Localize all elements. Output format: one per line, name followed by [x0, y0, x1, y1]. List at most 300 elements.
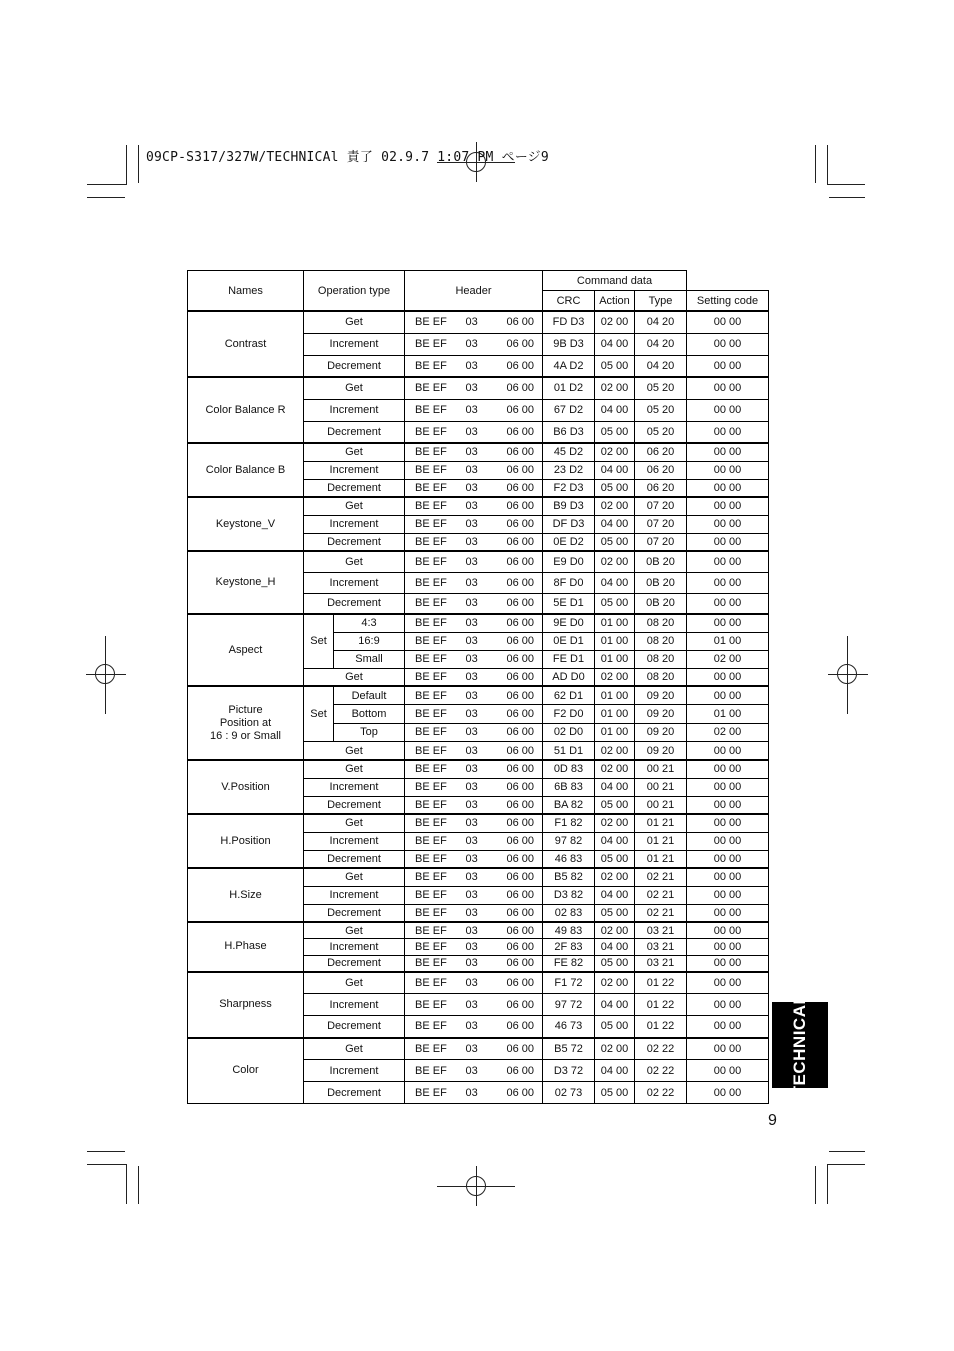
action-cell: 05 00	[595, 955, 635, 972]
crc-cell: 02 83	[543, 904, 595, 922]
header-bytes-cell	[405, 778, 543, 796]
code-cell: 00 00	[687, 355, 769, 377]
crc-cell: FE 82	[543, 955, 595, 972]
header-bytes-cell	[405, 760, 543, 778]
action-cell: 02 00	[595, 972, 635, 994]
group-name: Keystone_H	[188, 551, 304, 614]
header-byte: 03	[465, 446, 478, 459]
header-byte: 03	[465, 425, 478, 438]
operation-cell: Increment	[304, 886, 405, 904]
header-byte: 03	[465, 1042, 478, 1055]
type-cell: 06 20	[635, 461, 687, 479]
table-row	[188, 814, 769, 832]
operation-cell: Get	[304, 668, 405, 686]
header-byte: BE EF	[415, 518, 447, 530]
crc-cell: F1 72	[543, 972, 595, 994]
header-byte: 06 00	[506, 889, 534, 901]
type-cell: 04 20	[635, 355, 687, 377]
operation-cell: Decrement	[304, 955, 405, 972]
type-cell: 01 21	[635, 814, 687, 832]
crop-mark	[815, 145, 816, 183]
table-row	[188, 1038, 769, 1060]
action-cell: 02 00	[595, 551, 635, 572]
header-bytes-cell	[405, 399, 543, 421]
print-slug: 09CP-S317/327W/TECHNICAl 責了 02.9.7 1:07 PM ページ9	[146, 150, 549, 165]
action-cell: 05 00	[595, 1016, 635, 1038]
crop-mark	[138, 1166, 139, 1204]
crop-mark	[138, 145, 139, 183]
code-cell: 00 00	[687, 686, 769, 705]
header-bytes-cell	[405, 742, 543, 761]
group-name: H.Phase	[188, 922, 304, 972]
code-cell: 00 00	[687, 377, 769, 399]
operation-cell: Get	[304, 922, 405, 939]
header-byte: BE EF	[415, 707, 447, 720]
code-cell: 00 00	[687, 399, 769, 421]
header-byte: 06 00	[506, 798, 534, 811]
operation-cell: Get	[304, 972, 405, 994]
crc-cell: BA 82	[543, 796, 595, 814]
header-byte: BE EF	[415, 316, 447, 329]
header-byte: BE EF	[415, 635, 447, 647]
header-byte: 06 00	[506, 653, 534, 665]
code-cell: 00 00	[687, 443, 769, 461]
action-cell: 04 00	[595, 515, 635, 533]
crc-cell: 67 D2	[543, 399, 595, 421]
header-byte: BE EF	[415, 500, 447, 513]
action-cell: 05 00	[595, 593, 635, 614]
crc-header: CRC	[543, 291, 595, 312]
header-byte: 06 00	[506, 689, 534, 702]
crc-cell: F2 D0	[543, 705, 595, 724]
header-bytes-cell	[405, 994, 543, 1016]
crc-cell: 62 D1	[543, 686, 595, 705]
action-cell: 04 00	[595, 994, 635, 1016]
header-byte: BE EF	[415, 1042, 447, 1055]
header-bytes-cell	[405, 650, 543, 668]
header-byte: 06 00	[506, 500, 534, 513]
section-tab-label: TECHNICAL	[790, 993, 809, 1097]
code-cell: 02 00	[687, 650, 769, 668]
header-byte: 06 00	[506, 359, 534, 372]
header-byte: 03	[465, 924, 478, 937]
crc-cell: 9B D3	[543, 333, 595, 355]
type-cell: 09 20	[635, 742, 687, 761]
action-cell: 02 00	[595, 868, 635, 886]
operation-cell: Increment	[304, 399, 405, 421]
header-byte: 06 00	[506, 404, 534, 416]
header-byte: 06 00	[506, 535, 534, 548]
header-byte: 03	[465, 316, 478, 329]
header-bytes-cell	[405, 723, 543, 742]
header-byte: 03	[465, 404, 478, 416]
action-cell: 02 00	[595, 1038, 635, 1060]
crop-mark	[87, 1151, 125, 1152]
group-name: Color	[188, 1038, 304, 1104]
code-cell: 00 00	[687, 832, 769, 850]
action-cell: 01 00	[595, 614, 635, 632]
type-cell: 02 22	[635, 1060, 687, 1082]
header-byte: 06 00	[506, 635, 534, 647]
crop-mark	[829, 197, 865, 198]
group-name: Color Balance B	[188, 443, 304, 497]
header-bytes-cell	[405, 311, 543, 333]
type-header: Type	[635, 291, 687, 312]
header-byte: BE EF	[415, 1064, 447, 1077]
operation-cell: Decrement	[304, 1082, 405, 1104]
type-cell: 08 20	[635, 632, 687, 650]
header-bytes-cell	[405, 551, 543, 572]
group-name: Contrast	[188, 311, 304, 377]
crc-cell: 02 73	[543, 1082, 595, 1104]
action-cell: 04 00	[595, 939, 635, 956]
header-bytes-cell	[405, 377, 543, 399]
type-cell: 05 20	[635, 421, 687, 443]
operation-cell: Get	[304, 377, 405, 399]
header-byte: BE EF	[415, 871, 447, 884]
type-cell: 02 21	[635, 886, 687, 904]
header-byte: 06 00	[506, 518, 534, 530]
code-cell: 00 00	[687, 515, 769, 533]
type-cell: 01 21	[635, 832, 687, 850]
header-byte: 03	[465, 817, 478, 830]
operation-cell: 16:9	[334, 632, 405, 650]
code-cell: 00 00	[687, 886, 769, 904]
header-byte: BE EF	[415, 744, 447, 757]
crc-cell: 97 82	[543, 832, 595, 850]
code-cell: 02 00	[687, 723, 769, 742]
header-byte: 06 00	[506, 781, 534, 793]
set-label: Set	[304, 614, 334, 668]
crc-cell: 4A D2	[543, 355, 595, 377]
type-cell: 07 20	[635, 533, 687, 551]
header-bytes-cell	[405, 922, 543, 939]
header-byte: 03	[465, 707, 478, 720]
header-bytes-cell	[405, 443, 543, 461]
type-cell: 05 20	[635, 399, 687, 421]
action-cell: 01 00	[595, 723, 635, 742]
header-byte: BE EF	[415, 976, 447, 989]
type-cell: 06 20	[635, 443, 687, 461]
operation-cell: Increment	[304, 994, 405, 1016]
type-cell: 00 21	[635, 796, 687, 814]
header-bytes-cell	[405, 593, 543, 614]
header-byte: 06 00	[506, 446, 534, 459]
header-byte: BE EF	[415, 998, 447, 1011]
header-byte: 06 00	[506, 481, 534, 494]
header-byte: BE EF	[415, 835, 447, 847]
table-row	[188, 614, 769, 632]
code-cell: 00 00	[687, 760, 769, 778]
header-byte: 03	[465, 957, 478, 969]
action-cell: 01 00	[595, 705, 635, 724]
operation-cell: Get	[304, 443, 405, 461]
operation-cell: Decrement	[304, 1016, 405, 1038]
header-byte: BE EF	[415, 653, 447, 665]
crc-cell: D3 72	[543, 1060, 595, 1082]
crc-cell: 0D 83	[543, 760, 595, 778]
header-bytes-cell	[405, 479, 543, 497]
action-cell: 02 00	[595, 742, 635, 761]
header-byte: 03	[465, 689, 478, 702]
crop-mark	[126, 1164, 127, 1204]
code-cell: 00 00	[687, 479, 769, 497]
names-header: Names	[188, 271, 304, 312]
header-byte: 06 00	[506, 940, 534, 953]
crc-cell: 9E D0	[543, 614, 595, 632]
header-byte: 06 00	[506, 957, 534, 969]
type-cell: 02 21	[635, 904, 687, 922]
operation-cell: Increment	[304, 333, 405, 355]
group-name: V.Position	[188, 760, 304, 814]
type-cell: 09 20	[635, 686, 687, 705]
header-byte: 03	[465, 359, 478, 372]
header-byte: BE EF	[415, 689, 447, 702]
header-byte: BE EF	[415, 852, 447, 865]
header-byte: 06 00	[506, 998, 534, 1011]
operation-cell: Decrement	[304, 904, 405, 922]
crc-cell: 02 D0	[543, 723, 595, 742]
header-byte: 03	[465, 798, 478, 811]
action-cell: 04 00	[595, 778, 635, 796]
action-cell: 05 00	[595, 904, 635, 922]
operation-cell: Default	[334, 686, 405, 705]
crop-mark	[827, 1164, 865, 1165]
header-bytes-cell	[405, 632, 543, 650]
crop-mark	[87, 184, 127, 185]
table-row	[188, 868, 769, 886]
header-byte: BE EF	[415, 382, 447, 395]
action-cell: 05 00	[595, 421, 635, 443]
action-cell: 02 00	[595, 760, 635, 778]
header-bytes-cell	[405, 850, 543, 868]
crop-mark	[829, 1151, 865, 1152]
action-cell: 04 00	[595, 333, 635, 355]
header-byte: 03	[465, 382, 478, 395]
operation-cell: Increment	[304, 461, 405, 479]
header-bytes-cell	[405, 868, 543, 886]
crc-cell: B6 D3	[543, 421, 595, 443]
operation-cell: Decrement	[304, 421, 405, 443]
header-bytes-cell	[405, 814, 543, 832]
group-name: H.Position	[188, 814, 304, 868]
crop-mark	[827, 1164, 828, 1204]
header-byte: 03	[465, 617, 478, 630]
header-bytes-cell	[405, 333, 543, 355]
crc-cell: 45 D2	[543, 443, 595, 461]
type-cell: 05 20	[635, 377, 687, 399]
header-byte: 06 00	[506, 976, 534, 989]
crc-cell: B9 D3	[543, 497, 595, 515]
header-byte: BE EF	[415, 1086, 447, 1099]
header-byte: BE EF	[415, 670, 447, 683]
header-byte: BE EF	[415, 781, 447, 793]
action-cell: 02 00	[595, 443, 635, 461]
operation-cell: Top	[334, 723, 405, 742]
type-cell: 01 22	[635, 972, 687, 994]
action-cell: 01 00	[595, 686, 635, 705]
action-cell: 04 00	[595, 1060, 635, 1082]
header-byte: 06 00	[506, 576, 534, 589]
header-bytes-cell	[405, 421, 543, 443]
code-cell: 00 00	[687, 461, 769, 479]
header-byte: BE EF	[415, 535, 447, 548]
header-byte: 06 00	[506, 464, 534, 476]
type-cell: 0B 20	[635, 572, 687, 593]
header-header	[405, 271, 543, 312]
type-cell: 08 20	[635, 668, 687, 686]
table-row	[188, 311, 769, 333]
header-byte: 06 00	[506, 425, 534, 438]
crop-mark	[87, 1164, 127, 1165]
header-byte: 06 00	[506, 382, 534, 395]
header-byte: BE EF	[415, 957, 447, 969]
crc-cell: 46 83	[543, 850, 595, 868]
crc-cell: E9 D0	[543, 551, 595, 572]
header-byte: 03	[465, 464, 478, 476]
code-cell: 00 00	[687, 955, 769, 972]
table-row	[188, 760, 769, 778]
action-cell: 04 00	[595, 572, 635, 593]
header-byte: 03	[465, 338, 478, 350]
header-byte: BE EF	[415, 338, 447, 350]
header-byte: 03	[465, 763, 478, 776]
code-cell: 00 00	[687, 551, 769, 572]
code-cell: 00 00	[687, 1060, 769, 1082]
page-number: 9	[768, 1112, 777, 1129]
header-byte: 06 00	[506, 852, 534, 865]
code-cell: 00 00	[687, 868, 769, 886]
header-byte: BE EF	[415, 617, 447, 630]
header-bytes-cell	[405, 614, 543, 632]
operation-cell: Get	[304, 1038, 405, 1060]
type-cell: 01 21	[635, 850, 687, 868]
header-byte: 06 00	[506, 871, 534, 884]
code-cell: 00 00	[687, 1082, 769, 1104]
header-bytes-cell	[405, 686, 543, 705]
header-byte: BE EF	[415, 763, 447, 776]
section-tab	[772, 993, 828, 1097]
operation-cell: 4:3	[334, 614, 405, 632]
operation-cell: Increment	[304, 1060, 405, 1082]
crc-cell: D3 82	[543, 886, 595, 904]
crc-cell: B5 72	[543, 1038, 595, 1060]
header-bytes-cell	[405, 955, 543, 972]
type-cell: 07 20	[635, 497, 687, 515]
operation-cell: Small	[334, 650, 405, 668]
header-byte: 03	[465, 835, 478, 847]
header-byte: 03	[465, 906, 478, 919]
action-cell: 04 00	[595, 886, 635, 904]
crc-cell: 01 D2	[543, 377, 595, 399]
operation-cell: Decrement	[304, 796, 405, 814]
header-byte: 03	[465, 1020, 478, 1033]
code-cell: 00 00	[687, 533, 769, 551]
header-byte: 03	[465, 781, 478, 793]
header-bytes-cell	[405, 1060, 543, 1082]
type-cell: 02 22	[635, 1038, 687, 1060]
crc-cell: AD D0	[543, 668, 595, 686]
header-byte: 03	[465, 518, 478, 530]
code-cell: 00 00	[687, 972, 769, 994]
header-byte: BE EF	[415, 726, 447, 739]
header-byte: BE EF	[415, 817, 447, 830]
crop-mark	[815, 1166, 816, 1204]
crc-cell: F2 D3	[543, 479, 595, 497]
header-byte: 06 00	[506, 338, 534, 350]
crc-cell: 46 73	[543, 1016, 595, 1038]
action-cell: 04 00	[595, 399, 635, 421]
registration-mark	[86, 636, 126, 714]
header-byte: 03	[465, 481, 478, 494]
type-cell: 08 20	[635, 650, 687, 668]
crc-cell: 23 D2	[543, 461, 595, 479]
action-cell: 02 00	[595, 311, 635, 333]
header-byte: BE EF	[415, 555, 447, 568]
crc-cell: 5E D1	[543, 593, 595, 614]
group-name: Sharpness	[188, 972, 304, 1038]
header-byte: 06 00	[506, 707, 534, 720]
header-byte: BE EF	[415, 940, 447, 953]
crc-cell: 51 D1	[543, 742, 595, 761]
type-cell: 03 21	[635, 922, 687, 939]
code-cell: 00 00	[687, 904, 769, 922]
code-cell: 00 00	[687, 311, 769, 333]
crc-cell: B5 82	[543, 868, 595, 886]
operation-cell: Decrement	[304, 479, 405, 497]
crc-cell: F1 82	[543, 814, 595, 832]
type-cell: 04 20	[635, 333, 687, 355]
header-byte: BE EF	[415, 359, 447, 372]
header-bytes-cell	[405, 1082, 543, 1104]
header-byte: 03	[465, 998, 478, 1011]
header-byte: 06 00	[506, 924, 534, 937]
action-cell: 04 00	[595, 832, 635, 850]
header-byte: 06 00	[506, 906, 534, 919]
operation-cell: Increment	[304, 515, 405, 533]
action-header: Action	[595, 291, 635, 312]
header-bytes-cell	[405, 796, 543, 814]
table-row	[188, 497, 769, 515]
header-byte: 03	[465, 576, 478, 589]
header-byte: BE EF	[415, 1020, 447, 1033]
code-cell: 00 00	[687, 1038, 769, 1060]
header-byte: 03	[465, 635, 478, 647]
operation-cell: Get	[304, 497, 405, 515]
group-name: Aspect	[188, 614, 304, 686]
operation-cell: Increment	[304, 572, 405, 593]
crop-mark	[827, 184, 865, 185]
crc-cell: 8F D0	[543, 572, 595, 593]
registration-mark	[828, 636, 868, 714]
registration-mark	[437, 1166, 517, 1206]
type-cell: 02 21	[635, 868, 687, 886]
header-byte: 06 00	[506, 1042, 534, 1055]
header-bytes-cell	[405, 972, 543, 994]
command-table	[187, 270, 769, 1104]
type-cell: 01 22	[635, 994, 687, 1016]
action-cell: 02 00	[595, 497, 635, 515]
header-byte: 06 00	[506, 817, 534, 830]
table-row	[188, 377, 769, 399]
operation-cell: Decrement	[304, 850, 405, 868]
type-cell: 04 20	[635, 311, 687, 333]
header-byte: 06 00	[506, 670, 534, 683]
type-cell: 03 21	[635, 955, 687, 972]
header-byte: BE EF	[415, 481, 447, 494]
header-byte: 03	[465, 726, 478, 739]
header-byte: BE EF	[415, 446, 447, 459]
